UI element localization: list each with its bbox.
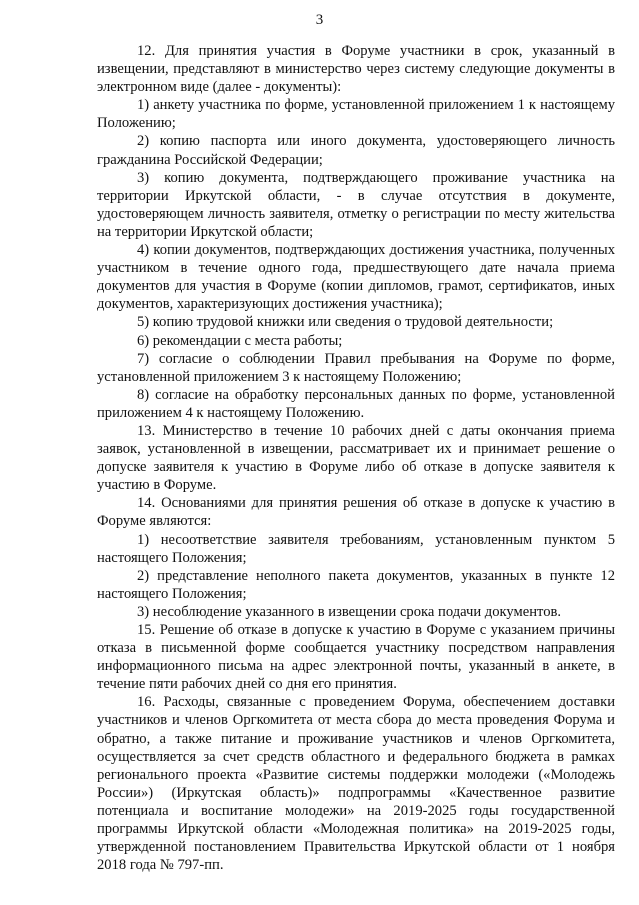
list-item-participant-form: 1) анкету участника по форме, установленной приложением 1 к настоящему Положению; bbox=[97, 97, 615, 132]
list-item-missed-deadline: 3) несоблюдение указанного в извещении срока подачи документов. bbox=[137, 603, 562, 620]
paragraph-16: 16. Расходы, связанные с проведением Форума, обеспечением доставки участников и членов Оргкомитета от места сбора до места проведения Форума и обратно, а также питание и проживание участников и членов Оргкомитета, осуществляется за счет средств областного и федерального бюджета в рамках регионального проекта «Развитие системы поддержки молодежи («Молодежь России») (Иркутская область)» подпрограммы «Качественное развитие потенциала и воспитание молодежи» на 2019-2025 годы государственной программы Иркутской области «Молодежная политика» на 2019-2025 годы, утвержденной постановлением Правительства Иркутской области от 1 ноября 2018 года № 797-пп. bbox=[97, 694, 615, 874]
paragraph-12-intro: 12. Для принятия участия в Форуме участники в срок, указанный в извещении, представляют в министерство через систему следующие документы в электронном виде (далее - документы): bbox=[97, 43, 615, 96]
list-item-personal-data-consent: 8) согласие на обработку персональных данных по форме, установленной приложением 4 к настоящему Положению. bbox=[97, 386, 615, 421]
list-item-recommendations: 6) рекомендации с места работы; bbox=[137, 332, 343, 349]
document-body bbox=[97, 42, 615, 874]
paragraph-15: 15. Решение об отказе в допуске к участию в Форуме с указанием причины отказа в письменной форме сообщается участнику посредством направления информационного письма на адрес электронной почты, указанный в анкете, в течение пяти рабочих дней со дня его принятия. bbox=[97, 622, 615, 693]
paragraph-14-intro: 14. Основаниями для принятия решения об отказе в допуске к участию в Форуме являются: bbox=[97, 495, 615, 530]
list-item-incomplete-documents: 2) представление неполного пакета документов, указанных в пункте 12 настоящего Положения; bbox=[97, 567, 615, 602]
list-item-requirements-mismatch: 1) несоответствие заявителя требованиям, установленным пунктом 5 настоящего Положения; bbox=[97, 531, 615, 566]
page-number: 3 bbox=[315, 12, 324, 28]
list-item-employment-record: 5) копию трудовой книжки или сведения о трудовой деятельности; bbox=[137, 314, 554, 331]
paragraph-13: 13. Министерство в течение 10 рабочих дней с даты окончания приема заявок, установленной в извещении, рассматривает их и принимает решение о допуске заявителя к участию в Форуме либо об отказе в допуске заявителя к участию в Форуме. bbox=[97, 422, 615, 494]
list-item-residence-proof: 3) копию документа, подтверждающего проживание участника на территории Иркутской области, - в случае отсутствия в документе, удостоверяющем личность заявителя, отметку о регистрации по месту жительства на территории Иркутской области; bbox=[97, 169, 615, 240]
list-item-achievements: 4) копии документов, подтверждающих достижения участника, полученных участником в течение одного года, предшествующего дате начала приема документов для участия в Форуме (копии дипломов, грамот, сертификатов, иных документов, характеризующих достижения участника); bbox=[97, 242, 615, 313]
list-item-passport-copy: 2) копию паспорта или иного документа, удостоверяющего личность гражданина Российской Федерации; bbox=[97, 133, 615, 168]
list-item-forum-rules-consent: 7) согласие о соблюдении Правил пребывания на Форуме по форме, установленной приложением 3 к настоящему Положению; bbox=[97, 350, 615, 385]
